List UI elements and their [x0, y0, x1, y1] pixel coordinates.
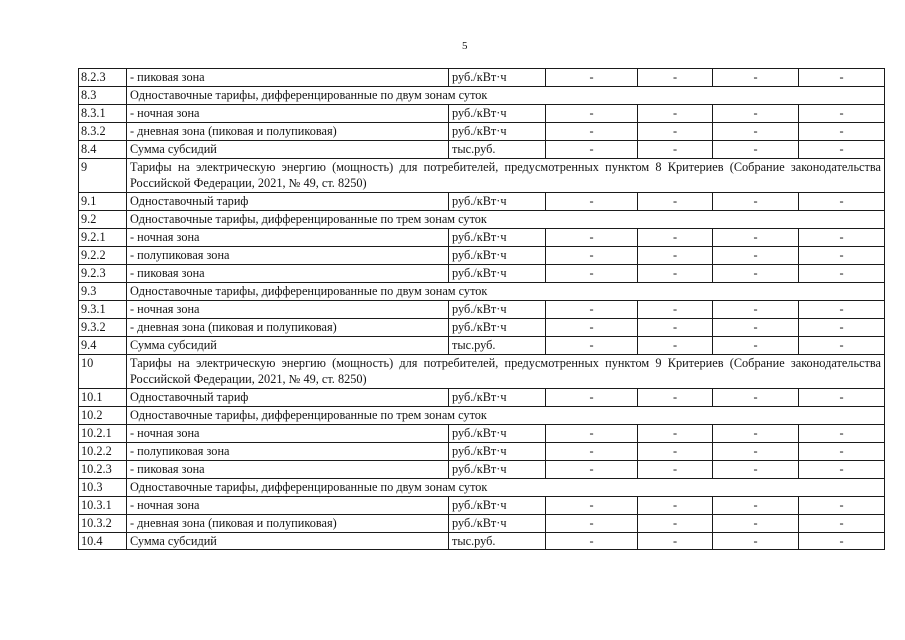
row-value: - — [638, 496, 713, 514]
row-unit: руб./кВт·ч — [449, 425, 546, 443]
section-row — [79, 158, 885, 193]
row-value: - — [638, 104, 713, 122]
row-number: 10.3 — [79, 478, 127, 496]
row-value: - — [638, 122, 713, 140]
row-number: 9.3.2 — [79, 318, 127, 336]
row-value: - — [799, 389, 885, 407]
table-row — [79, 69, 885, 87]
row-value: - — [638, 389, 713, 407]
row-value: - — [799, 336, 885, 354]
row-name: - пиковая зона — [127, 460, 449, 478]
row-value: - — [713, 229, 799, 247]
row-value: - — [799, 318, 885, 336]
table-row — [79, 425, 885, 443]
row-value: - — [638, 318, 713, 336]
table-row — [79, 229, 885, 247]
row-value: - — [638, 460, 713, 478]
row-value: - — [713, 122, 799, 140]
row-unit: руб./кВт·ч — [449, 193, 546, 211]
section-title: Тарифы на электрическую энергию (мощность) для потребителей, предусмотренных пунктом 8 Критериев (Собрание законодательства Российской Федерации, 2021, № 49, ст. 8250) — [127, 158, 885, 193]
row-unit: руб./кВт·ч — [449, 300, 546, 318]
table-row — [79, 496, 885, 514]
row-value: - — [546, 318, 638, 336]
row-number: 9.2.1 — [79, 229, 127, 247]
row-value: - — [546, 532, 638, 550]
row-name: - ночная зона — [127, 300, 449, 318]
row-number: 9.4 — [79, 336, 127, 354]
row-value: - — [638, 264, 713, 282]
row-name: Сумма субсидий — [127, 140, 449, 158]
row-number: 10.1 — [79, 389, 127, 407]
row-name: Одноставочный тариф — [127, 193, 449, 211]
row-value: - — [638, 140, 713, 158]
row-number: 10.3.1 — [79, 496, 127, 514]
row-number: 8.3 — [79, 86, 127, 104]
row-value: - — [713, 140, 799, 158]
row-value: - — [546, 229, 638, 247]
row-name: - пиковая зона — [127, 264, 449, 282]
row-name: - полупиковая зона — [127, 443, 449, 461]
section-row — [79, 407, 885, 425]
row-unit: тыс.руб. — [449, 336, 546, 354]
row-value: - — [546, 389, 638, 407]
row-value: - — [799, 122, 885, 140]
row-number: 9 — [79, 158, 127, 193]
row-value: - — [638, 229, 713, 247]
row-value: - — [713, 514, 799, 532]
row-name: - дневная зона (пиковая и полупиковая) — [127, 122, 449, 140]
table-row — [79, 140, 885, 158]
row-name: - полупиковая зона — [127, 247, 449, 265]
row-unit: руб./кВт·ч — [449, 318, 546, 336]
section-title: Одноставочные тарифы, дифференцированные по трем зонам суток — [127, 407, 885, 425]
table-row — [79, 264, 885, 282]
row-value: - — [546, 336, 638, 354]
row-value: - — [713, 496, 799, 514]
row-value: - — [546, 193, 638, 211]
row-unit: руб./кВт·ч — [449, 389, 546, 407]
row-value: - — [713, 443, 799, 461]
row-value: - — [713, 69, 799, 87]
table-row — [79, 300, 885, 318]
row-value: - — [638, 425, 713, 443]
row-number: 10.4 — [79, 532, 127, 550]
section-title: Тарифы на электрическую энергию (мощность) для потребителей, предусмотренных пунктом 9 Критериев (Собрание законодательства Российской Федерации, 2021, № 49, ст. 8250) — [127, 354, 885, 389]
row-value: - — [799, 425, 885, 443]
section-title: Одноставочные тарифы, дифференцированные по трем зонам суток — [127, 211, 885, 229]
row-value: - — [799, 532, 885, 550]
row-number: 8.3.2 — [79, 122, 127, 140]
row-number: 8.2.3 — [79, 69, 127, 87]
row-unit: руб./кВт·ч — [449, 104, 546, 122]
row-value: - — [546, 69, 638, 87]
row-number: 8.3.1 — [79, 104, 127, 122]
row-name: - дневная зона (пиковая и полупиковая) — [127, 318, 449, 336]
row-number: 10.3.2 — [79, 514, 127, 532]
table-row — [79, 122, 885, 140]
table-row — [79, 389, 885, 407]
section-row — [79, 354, 885, 389]
row-value: - — [546, 460, 638, 478]
row-number: 10.2.3 — [79, 460, 127, 478]
section-row — [79, 211, 885, 229]
row-unit: руб./кВт·ч — [449, 69, 546, 87]
table-row — [79, 532, 885, 550]
row-value: - — [638, 247, 713, 265]
row-value: - — [713, 264, 799, 282]
row-number: 10.2.2 — [79, 443, 127, 461]
section-title: Одноставочные тарифы, дифференцированные по двум зонам суток — [127, 86, 885, 104]
row-value: - — [799, 69, 885, 87]
row-unit: тыс.руб. — [449, 532, 546, 550]
row-value: - — [799, 443, 885, 461]
section-row — [79, 86, 885, 104]
row-value: - — [638, 193, 713, 211]
row-number: 9.1 — [79, 193, 127, 211]
row-name: - ночная зона — [127, 229, 449, 247]
section-title: Одноставочные тарифы, дифференцированные по двум зонам суток — [127, 282, 885, 300]
row-unit: руб./кВт·ч — [449, 247, 546, 265]
row-unit: руб./кВт·ч — [449, 496, 546, 514]
row-name: Сумма субсидий — [127, 336, 449, 354]
section-row — [79, 478, 885, 496]
row-unit: руб./кВт·ч — [449, 122, 546, 140]
table-row — [79, 460, 885, 478]
row-number: 10.2.1 — [79, 425, 127, 443]
row-value: - — [799, 104, 885, 122]
row-value: - — [713, 318, 799, 336]
row-value: - — [638, 69, 713, 87]
row-name: Одноставочный тариф — [127, 389, 449, 407]
row-value: - — [638, 336, 713, 354]
row-value: - — [799, 247, 885, 265]
section-row — [79, 282, 885, 300]
row-value: - — [713, 389, 799, 407]
row-value: - — [546, 514, 638, 532]
row-name: - пиковая зона — [127, 69, 449, 87]
row-unit: руб./кВт·ч — [449, 443, 546, 461]
row-value: - — [799, 229, 885, 247]
row-value: - — [713, 247, 799, 265]
row-value: - — [799, 193, 885, 211]
row-value: - — [638, 514, 713, 532]
row-number: 8.4 — [79, 140, 127, 158]
row-value: - — [638, 300, 713, 318]
row-value: - — [799, 514, 885, 532]
row-value: - — [546, 247, 638, 265]
table-row — [79, 247, 885, 265]
row-number: 10 — [79, 354, 127, 389]
row-unit: руб./кВт·ч — [449, 264, 546, 282]
row-unit: руб./кВт·ч — [449, 514, 546, 532]
table-row — [79, 318, 885, 336]
row-value: - — [546, 104, 638, 122]
row-number: 10.2 — [79, 407, 127, 425]
row-value: - — [546, 140, 638, 158]
row-value: - — [546, 300, 638, 318]
tariff-table — [78, 68, 885, 550]
row-value: - — [638, 443, 713, 461]
row-name: - ночная зона — [127, 425, 449, 443]
row-number: 9.2.2 — [79, 247, 127, 265]
row-number: 9.3 — [79, 282, 127, 300]
row-value: - — [799, 264, 885, 282]
row-value: - — [713, 460, 799, 478]
row-number: 9.3.1 — [79, 300, 127, 318]
row-value: - — [638, 532, 713, 550]
table-row — [79, 443, 885, 461]
row-value: - — [799, 300, 885, 318]
row-number: 9.2 — [79, 211, 127, 229]
row-name: Сумма субсидий — [127, 532, 449, 550]
row-unit: руб./кВт·ч — [449, 229, 546, 247]
table-row — [79, 336, 885, 354]
row-value: - — [713, 300, 799, 318]
table-row — [79, 193, 885, 211]
row-value: - — [799, 140, 885, 158]
row-name: - дневная зона (пиковая и полупиковая) — [127, 514, 449, 532]
tariff-table-body — [79, 69, 885, 550]
page-number: 5 — [462, 40, 468, 52]
row-name: - ночная зона — [127, 104, 449, 122]
table-row — [79, 514, 885, 532]
table-row — [79, 104, 885, 122]
row-value: - — [713, 336, 799, 354]
row-value: - — [799, 496, 885, 514]
row-number: 9.2.3 — [79, 264, 127, 282]
section-title: Одноставочные тарифы, дифференцированные по двум зонам суток — [127, 478, 885, 496]
row-value: - — [546, 264, 638, 282]
row-value: - — [546, 122, 638, 140]
row-value: - — [799, 460, 885, 478]
row-value: - — [713, 425, 799, 443]
row-value: - — [713, 532, 799, 550]
row-value: - — [546, 425, 638, 443]
row-unit: тыс.руб. — [449, 140, 546, 158]
row-unit: руб./кВт·ч — [449, 460, 546, 478]
row-value: - — [546, 443, 638, 461]
row-value: - — [546, 496, 638, 514]
row-name: - ночная зона — [127, 496, 449, 514]
row-value: - — [713, 104, 799, 122]
row-value: - — [713, 193, 799, 211]
